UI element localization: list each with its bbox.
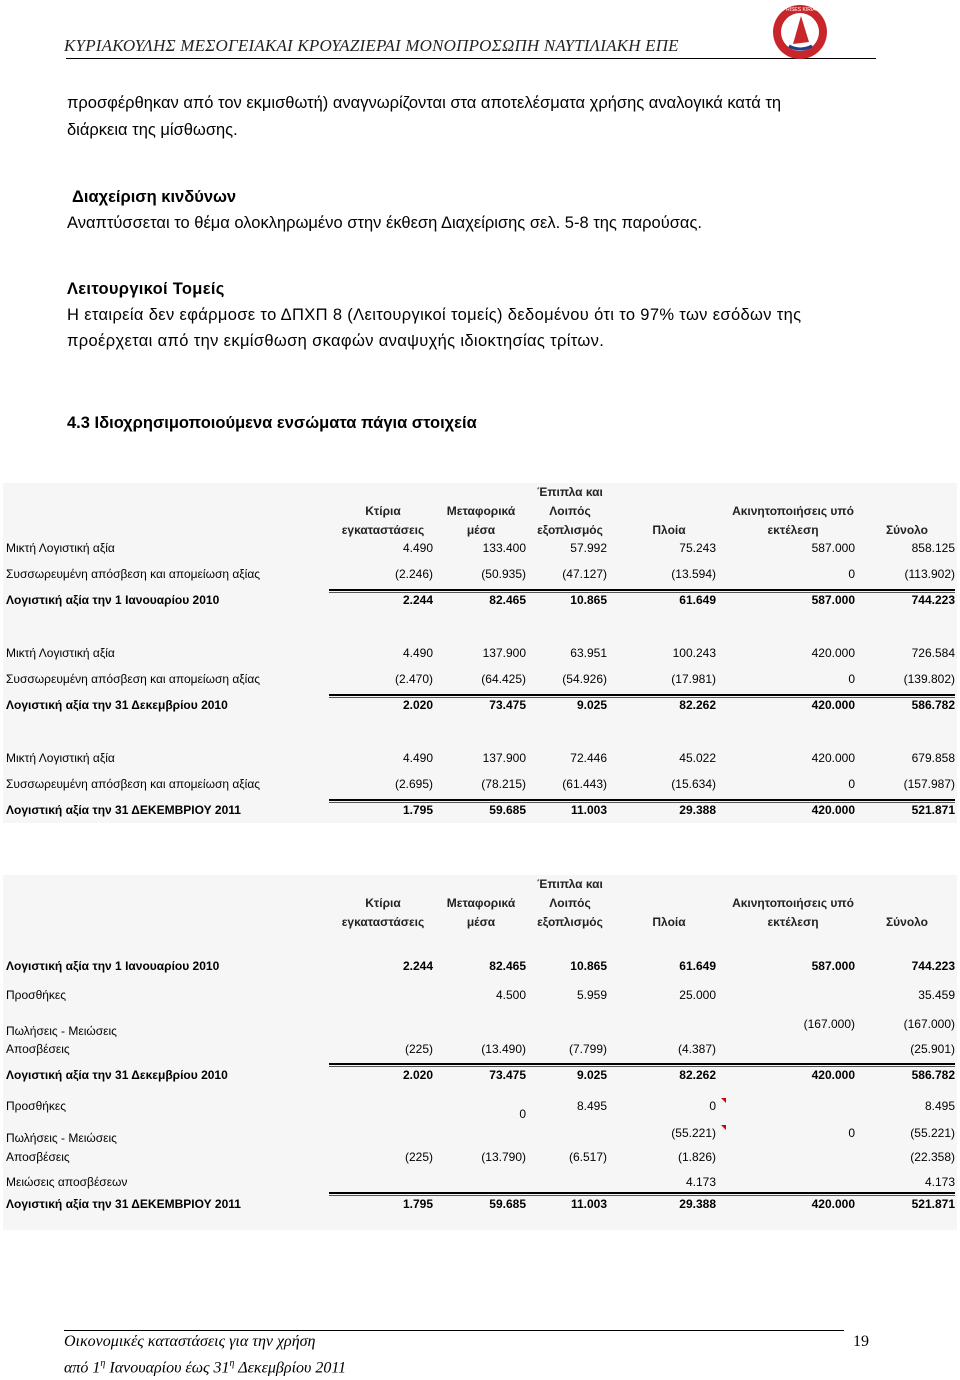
company-logo [765, 2, 835, 62]
row-label: Μικτή Λογιστική αξία [6, 751, 115, 765]
cell-value: 25.000 [679, 988, 716, 1002]
cell-value: (167.000) [803, 1017, 855, 1031]
risk-section [67, 184, 887, 236]
segments-line-2: προέρχεται από την εκμίσθωση σκαφών αναψυχής ιδιοκτησίας τρίτων. [67, 332, 605, 350]
cell-value: 679.858 [911, 751, 955, 765]
cell-value: 9.025 [576, 1068, 607, 1082]
cell-value: 420.000 [811, 1197, 855, 1211]
row-label: Μικτή Λογιστική αξία [6, 646, 115, 660]
cell-value: 420.000 [811, 803, 855, 817]
cell-value: 726.584 [911, 646, 955, 660]
cell-value: 2.020 [402, 698, 433, 712]
column-header: Λοιπός [549, 896, 591, 910]
cell-value: 2.244 [402, 959, 433, 973]
footer-sup-1: η [100, 1358, 106, 1369]
cell-value: 8.495 [576, 1099, 607, 1113]
cell-value: 4.490 [402, 646, 433, 660]
cell-value: (25.901) [910, 1042, 955, 1056]
cell-value: 0 [519, 1107, 526, 1121]
cell-value: (139.802) [903, 672, 955, 686]
row-label: Συσσωρευμένη απόσβεση και απομείωση αξίας [6, 672, 261, 686]
row-label: Λογιστική αξία την 1 Ιανουαρίου 2010 [6, 959, 220, 973]
segments-heading: Λειτουργικοί Τομείς [67, 280, 225, 298]
row-label: Πωλήσεις - Μειώσεις [6, 1024, 117, 1038]
row-label: Αποσβέσεις [6, 1042, 70, 1056]
column-header: Κτίρια [365, 504, 401, 518]
total-rule [329, 802, 955, 803]
column-header: Σύνολο [885, 915, 929, 929]
cell-value: 744.223 [911, 959, 955, 973]
column-header: Έπιπλα και [537, 485, 603, 499]
cell-value: 61.649 [679, 959, 716, 973]
total-rule [329, 1063, 955, 1065]
cell-value: (54.926) [562, 672, 607, 686]
footer-rule [64, 1330, 844, 1331]
row-label: Μικτή Λογιστική αξία [6, 541, 115, 555]
cell-value: 587.000 [811, 593, 855, 607]
cell-value: (17.981) [671, 672, 716, 686]
cell-value: 586.782 [911, 698, 955, 712]
cell-value: 2.244 [402, 593, 433, 607]
cell-value: (13.490) [481, 1042, 526, 1056]
intro-line-2: διάρκεια της μίσθωσης. [67, 121, 238, 139]
intro-paragraph [67, 90, 887, 143]
cell-value: (55.221) [910, 1126, 955, 1140]
cell-value: (78.215) [481, 777, 526, 791]
cell-value: (64.425) [481, 672, 526, 686]
row-label: Προσθήκες [6, 1099, 67, 1113]
cell-value: 586.782 [911, 1068, 955, 1082]
cell-value: 35.459 [918, 988, 955, 1002]
cell-value: 82.262 [679, 1068, 716, 1082]
cell-value: 4.173 [685, 1175, 716, 1189]
cell-value: 587.000 [811, 541, 855, 555]
risk-text: Αναπτύσσεται το θέμα ολοκληρωμένο στην έκθεση Διαχείρισης σελ. 5-8 της παρούσας. [67, 214, 702, 232]
cell-value: 75.243 [679, 541, 716, 555]
cell-value: 45.022 [679, 751, 716, 765]
cell-value: (6.517) [568, 1150, 607, 1164]
cell-value: 61.649 [679, 593, 716, 607]
cell-value: 744.223 [911, 593, 955, 607]
cell-value: (4.387) [677, 1042, 716, 1056]
column-header: Μεταφορικά [446, 504, 516, 518]
page-number: 19 [853, 1333, 869, 1350]
column-header: Πλοία [652, 523, 686, 537]
cell-value: (167.000) [903, 1017, 955, 1031]
cell-value: 9.025 [576, 698, 607, 712]
cell-value: (113.902) [904, 567, 955, 581]
column-header: μέσα [466, 523, 496, 537]
fixed-assets-balances-table [3, 483, 957, 823]
footer-from: από 1 [64, 1359, 101, 1377]
column-header: εξοπλισμός [537, 915, 603, 929]
cell-value: 4.173 [924, 1175, 955, 1189]
intro-line-1: προσφέρθηκαν από τον εκμισθωτή) αναγνωρίζονται στα αποτελέσματα χρήσης αναλογικά κατά τη [67, 94, 782, 112]
comment-marker [721, 1098, 726, 1103]
total-rule [329, 1066, 955, 1067]
cell-value: 82.262 [679, 698, 716, 712]
cell-value: 1.795 [402, 1197, 433, 1211]
column-header: Ακινητοποιήσεις υπό [732, 504, 854, 518]
cell-value: 420.000 [811, 1068, 855, 1082]
fixed-assets-movement-table [3, 875, 957, 1230]
row-label: Προσθήκες [6, 988, 67, 1002]
cell-value: 1.795 [402, 803, 433, 817]
cell-value: (55.221) [671, 1126, 716, 1140]
cell-value: (2.695) [394, 777, 433, 791]
cell-value: (61.443) [562, 777, 607, 791]
cell-value: (22.358) [910, 1150, 955, 1164]
row-label: Λογιστική αξία την 31 Δεκεμβρίου 2010 [6, 698, 228, 712]
segments-line-1: Η εταιρεία δεν εφάρμοσε το ΔΠΧΠ 8 (Λειτουργικοί τομείς) δεδομένου ότι το 97% των εσόδων της [67, 306, 802, 324]
footer-line-2 [64, 1358, 346, 1377]
company-title: ΚΥΡΙΑΚΟΥΛΗΣ ΜΕΣΟΓΕΙΑΚΑΙ ΚΡΟΥΑΖΙΕΡΑΙ ΜΟΝΟΠΡΟΣΩΠΗ ΝΑΥΤΙΛΙΑΚΗ ΕΠΕ [64, 36, 679, 55]
total-rule [329, 799, 955, 801]
cell-value: 8.495 [924, 1099, 955, 1113]
row-label: Πωλήσεις - Μειώσεις [6, 1131, 117, 1145]
cell-value: 63.951 [570, 646, 607, 660]
footer-to: Ιανουαρίου έως 31 [105, 1359, 230, 1377]
cell-value: 11.003 [570, 803, 607, 817]
cell-value: 521.871 [911, 1197, 955, 1211]
row-label: Συσσωρευμένη απόσβεση και απομείωση αξίας [6, 777, 261, 791]
cell-value: 29.388 [679, 1197, 716, 1211]
row-label: Λογιστική αξία την 1 Ιανουαρίου 2010 [6, 593, 220, 607]
cell-value: (13.790) [481, 1150, 526, 1164]
cell-value: 521.871 [911, 803, 955, 817]
cell-value: 4.500 [495, 988, 526, 1002]
column-header: Έπιπλα και [537, 877, 603, 891]
cell-value: 10.865 [570, 593, 607, 607]
row-label: Λογιστική αξία την 31 ΔΕΚΕΜΒΡΙΟΥ 2011 [6, 1197, 241, 1211]
total-rule [329, 1195, 955, 1196]
row-label: Μειώσεις αποσβέσεων [6, 1175, 128, 1189]
column-header: Σύνολο [885, 523, 929, 537]
column-header: Ακινητοποιήσεις υπό [732, 896, 854, 910]
cell-value: 0 [848, 1126, 855, 1140]
column-header: Κτίρια [365, 896, 401, 910]
cell-value: 2.020 [402, 1068, 433, 1082]
cell-value: (2.470) [394, 672, 433, 686]
cell-value: 73.475 [489, 1068, 526, 1082]
row-label: Λογιστική αξία την 31 Δεκεμβρίου 2010 [6, 1068, 228, 1082]
section-heading: 4.3 Ιδιοχρησιμοποιούμενα ενσώματα πάγια στοιχεία [67, 414, 477, 432]
total-rule [329, 589, 955, 591]
cell-value: 72.446 [570, 751, 607, 765]
cell-value: 10.865 [570, 959, 607, 973]
column-header: εγκαταστάσεις [341, 915, 425, 929]
cell-value: (7.799) [568, 1042, 607, 1056]
cell-value: 59.685 [489, 803, 526, 817]
cell-value: 5.959 [576, 988, 607, 1002]
cell-value: (15.634) [671, 777, 716, 791]
total-rule [329, 697, 955, 698]
cell-value: 133.400 [482, 541, 526, 555]
cell-value: (225) [404, 1042, 433, 1056]
cell-value: (50.935) [481, 567, 526, 581]
cell-value: (13.594) [671, 567, 716, 581]
cell-value: 420.000 [811, 698, 855, 712]
cell-value: 420.000 [811, 646, 855, 660]
total-rule [329, 1192, 955, 1194]
column-header: εξοπλισμός [537, 523, 603, 537]
cell-value: 858.125 [911, 541, 955, 555]
cell-value: (2.246) [394, 567, 433, 581]
row-label: Λογιστική αξία την 31 ΔΕΚΕΜΒΡΙΟΥ 2011 [6, 803, 241, 817]
row-label: Αποσβέσεις [6, 1150, 70, 1164]
comment-marker [721, 1125, 726, 1130]
cell-value: 57.992 [570, 541, 607, 555]
cell-value: (1.826) [677, 1150, 716, 1164]
cell-value: 0 [848, 777, 855, 791]
cell-value: 100.243 [672, 646, 716, 660]
total-rule [329, 592, 955, 593]
column-header: εκτέλεση [767, 523, 819, 537]
cell-value: 82.465 [489, 959, 526, 973]
svg-text:ENTERPRISES KIRIACOULIS: ENTERPRISES KIRIACOULIS [765, 7, 835, 13]
row-label: Συσσωρευμένη απόσβεση και απομείωση αξίας [6, 567, 261, 581]
cell-value: 29.388 [679, 803, 716, 817]
cell-value: 137.900 [482, 751, 526, 765]
cell-value: 0 [848, 567, 855, 581]
footer-year: Δεκεμβρίου 2011 [234, 1359, 347, 1377]
column-header: Πλοία [652, 915, 686, 929]
total-rule [329, 694, 955, 696]
cell-value: 82.465 [489, 593, 526, 607]
cell-value: 587.000 [811, 959, 855, 973]
cell-value: 0 [709, 1099, 716, 1113]
cell-value: 0 [848, 672, 855, 686]
cell-value: 59.685 [489, 1197, 526, 1211]
segments-section [67, 276, 887, 354]
cell-value: 4.490 [402, 751, 433, 765]
header-rule [66, 58, 876, 59]
cell-value: (47.127) [562, 567, 607, 581]
cell-value: (225) [404, 1150, 433, 1164]
footer-sup-2: η [229, 1358, 235, 1369]
cell-value: (157.987) [903, 777, 955, 791]
column-header: Μεταφορικά [446, 896, 516, 910]
cell-value: 420.000 [811, 751, 855, 765]
column-header: εκτέλεση [767, 915, 819, 929]
column-header: Λοιπός [549, 504, 591, 518]
cell-value: 73.475 [489, 698, 526, 712]
column-header: μέσα [466, 915, 496, 929]
risk-heading: Διαχείριση κινδύνων [72, 188, 237, 206]
cell-value: 137.900 [482, 646, 526, 660]
cell-value: 11.003 [570, 1197, 607, 1211]
column-header: εγκαταστάσεις [341, 523, 425, 537]
cell-value: 4.490 [402, 541, 433, 555]
footer-line-1: Οικονομικές καταστάσεις για την χρήση [64, 1333, 316, 1350]
